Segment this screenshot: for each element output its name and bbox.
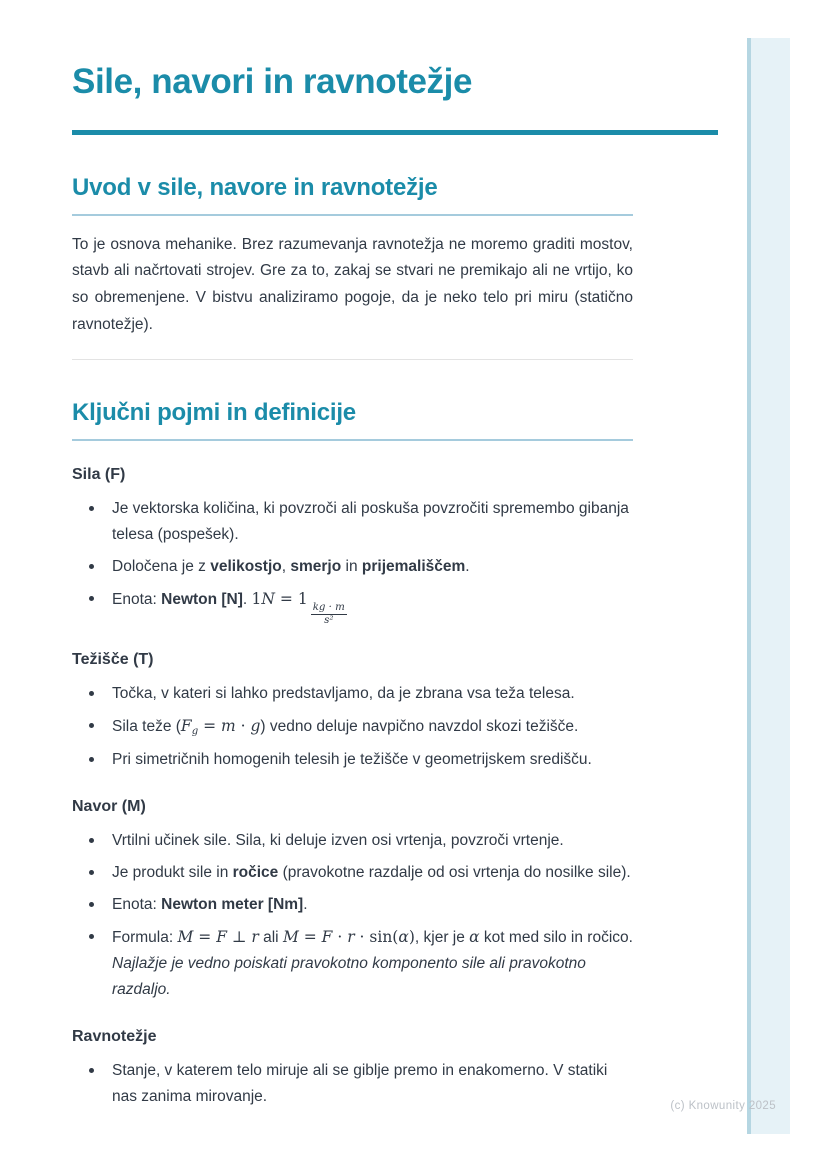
bullet-icon — [89, 506, 94, 511]
section-rule — [72, 214, 633, 216]
bullet-icon — [89, 723, 94, 728]
list-item-text: Enota: Newton meter [Nm]. — [112, 896, 308, 914]
list-item-text: Sila teže (Fg = m · g) vedno deluje navpično navzdol skozi težišče. — [112, 717, 579, 738]
bullet-icon — [89, 838, 94, 843]
section-heading-intro: Uvod v sile, navore in ravnotežje — [72, 173, 438, 201]
page-edge-bar — [747, 38, 790, 1134]
list-item — [72, 892, 633, 918]
list-item — [72, 860, 633, 886]
term-list-ravnotezje — [72, 1058, 633, 1110]
bullet-icon — [89, 596, 94, 601]
list-item-text: Formula: M = F ⊥ r ali M = F · r · sin(α), kjer je α kot med silo in ročico. Najlažje je vedno poiskati pravokotno komponento sile ali pravokotno razdaljo. — [112, 928, 633, 999]
bullet-icon — [89, 564, 94, 569]
list-item — [72, 586, 633, 626]
list-item-text: Določena je z velikostjo, smerjo in prijemališčem. — [112, 558, 470, 576]
list-item-text: Je produkt sile in ročice (pravokotne razdalje od osi vrtenja do nosilke sile). — [112, 864, 631, 882]
document-content — [72, 60, 633, 1116]
section-divider — [72, 359, 633, 360]
copyright-watermark: (c) Knowunity 2025 — [670, 1100, 776, 1112]
list-item — [72, 747, 633, 773]
list-item-text: Je vektorska količina, ki povzroči ali poskuša povzročiti spremembo gibanja telesa (pospešek). — [112, 500, 629, 544]
list-item — [72, 924, 633, 1003]
bullet-icon — [89, 691, 94, 696]
term-heading-navor: Navor (M) — [72, 798, 146, 816]
term-heading-ravnotezje: Ravnotežje — [72, 1028, 157, 1046]
term-list-tezisce — [72, 681, 633, 773]
list-item — [72, 713, 633, 741]
bullet-icon — [89, 902, 94, 907]
term-heading-tezisce: Težišče (T) — [72, 651, 154, 669]
list-item-text: Vrtilni učinek sile. Sila, ki deluje izven osi vrtenja, povzroči vrtenje. — [112, 832, 564, 850]
list-item-text: Stanje, v katerem telo miruje ali se giblje premo in enakomerno. V statiki nas zanima mirovanje. — [112, 1062, 608, 1106]
bullet-icon — [89, 934, 94, 939]
bullet-icon — [89, 870, 94, 875]
bullet-icon — [89, 757, 94, 762]
intro-paragraph: To je osnova mehanike. Brez razumevanja ravnotežja ne moremo graditi mostov, stavb ali načrtovati strojev. Gre za to, zakaj se stvari ne premikajo ali ne vrtijo, ko so obremenjene. V bistvu analiziramo pogoje, da je neko telo pri miru (statično ravnotežje). — [72, 235, 633, 333]
list-item — [72, 554, 633, 580]
term-list-navor — [72, 828, 633, 1003]
list-item-text: Pri simetričnih homogenih telesih je težišče v geometrijskem središču. — [112, 751, 592, 769]
list-item — [72, 828, 633, 854]
list-item-text: Enota: Newton [N]. 1N = 1 $\frac{kg \cdot m}{\text{s²}}$ — [112, 590, 345, 626]
title-rule — [72, 130, 718, 135]
list-item — [72, 681, 633, 707]
term-list-sila — [72, 496, 633, 626]
list-item — [72, 496, 633, 548]
bullet-icon — [89, 1068, 94, 1073]
document-title: Sile, navori in ravnotežje — [72, 62, 473, 101]
list-item — [72, 1058, 633, 1110]
list-item-text: Točka, v kateri si lahko predstavljamo, da je zbrana vsa teža telesa. — [112, 685, 575, 703]
section-rule — [72, 439, 633, 441]
term-heading-sila: Sila (F) — [72, 466, 126, 484]
section-heading-key-terms: Ključni pojmi in definicije — [72, 399, 356, 427]
